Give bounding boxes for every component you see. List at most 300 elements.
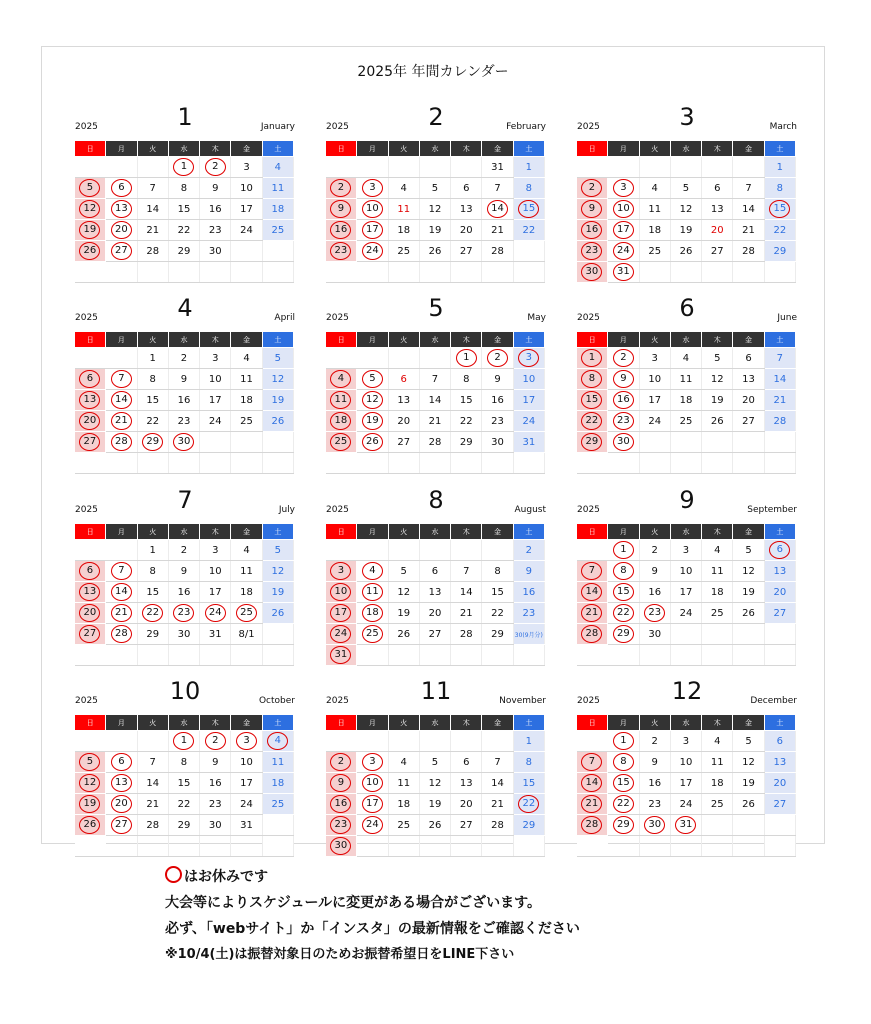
day-number: 2 (180, 352, 188, 364)
week-row (326, 157, 545, 178)
month-name: May (527, 313, 546, 323)
day-cell (577, 199, 608, 220)
day-number: 26 (710, 415, 724, 427)
day-number: 12 (679, 203, 693, 215)
day-cell (451, 624, 482, 645)
day-cell (451, 794, 482, 815)
day-cell (513, 773, 544, 794)
day-number: 19 (271, 586, 285, 598)
day-cell (733, 773, 764, 794)
week-row (577, 731, 796, 752)
day-number: 18 (397, 224, 411, 236)
day-cell (168, 645, 199, 666)
day-cell (168, 348, 199, 369)
day-cell (733, 836, 764, 857)
day-cell (608, 624, 639, 645)
day-number: 14 (146, 203, 160, 215)
day-number: 12 (742, 565, 755, 577)
day-cell (608, 262, 639, 283)
day-cell (137, 390, 168, 411)
day-number: 19 (428, 224, 442, 236)
day-cell (357, 752, 388, 773)
month-grid (74, 331, 294, 474)
day-cell (357, 220, 388, 241)
day-cell (231, 262, 262, 283)
holiday-day: 28 (581, 816, 602, 834)
holiday-day: 27 (111, 816, 132, 834)
holiday-day: 26 (79, 242, 100, 260)
day-cell (262, 348, 293, 369)
day-cell (513, 645, 544, 666)
day-cell (670, 411, 701, 432)
day-cell (168, 199, 199, 220)
day-cell (200, 731, 231, 752)
day-cell (200, 369, 231, 390)
weekday-header: 木 (451, 524, 482, 540)
weekday-header: 水 (168, 141, 199, 157)
day-cell (200, 178, 231, 199)
day-cell (764, 157, 795, 178)
day-cell (357, 624, 388, 645)
day-number: 16 (177, 394, 191, 406)
day-cell (168, 624, 199, 645)
day-number: 27 (397, 436, 411, 448)
day-cell (326, 603, 357, 624)
day-cell (106, 262, 137, 283)
weekday-header: 火 (639, 141, 670, 157)
day-number: 10 (208, 373, 222, 385)
day-number: 20 (459, 224, 473, 236)
holiday-day: 16 (613, 391, 634, 409)
day-number: 10 (240, 756, 253, 768)
holiday-day: 31 (330, 646, 351, 664)
day-cell (764, 241, 795, 262)
day-cell (451, 645, 482, 666)
month-block (325, 677, 547, 871)
day-cell (75, 624, 106, 645)
day-cell (702, 752, 733, 773)
day-cell (357, 432, 388, 453)
month-year: 2025 (326, 313, 349, 323)
day-cell (451, 178, 482, 199)
day-number: 7 (776, 352, 784, 364)
day-cell (231, 348, 262, 369)
month-name: December (750, 696, 797, 706)
weekday-header: 土 (764, 715, 795, 731)
day-number: 18 (710, 586, 724, 598)
day-cell (702, 624, 733, 645)
day-cell (200, 348, 231, 369)
day-cell (262, 773, 293, 794)
day-cell (513, 432, 544, 453)
day-cell (75, 540, 106, 561)
day-number: 3 (682, 735, 690, 747)
day-number: 13 (459, 777, 473, 789)
holiday-day: 14 (581, 583, 602, 601)
day-cell (357, 199, 388, 220)
day-cell (733, 348, 764, 369)
day-cell (639, 369, 670, 390)
day-number: 9 (525, 565, 533, 577)
week-row (326, 348, 545, 369)
holiday-day: 5 (79, 753, 100, 771)
day-cell (733, 262, 764, 283)
weekday-header: 火 (388, 715, 419, 731)
day-cell (513, 157, 544, 178)
day-number: 8 (776, 182, 784, 194)
holiday-day: 2 (487, 349, 508, 367)
week-row (577, 624, 796, 645)
day-cell (577, 561, 608, 582)
day-cell (357, 815, 388, 836)
day-number: 22 (177, 798, 191, 810)
day-number: 16 (491, 394, 504, 406)
day-number: 3 (212, 352, 219, 364)
day-number: 26 (397, 628, 411, 640)
week-row (577, 773, 796, 794)
day-cell (388, 836, 419, 857)
day-cell (513, 369, 544, 390)
day-cell (577, 241, 608, 262)
day-number: 21 (459, 607, 473, 619)
day-cell (608, 390, 639, 411)
day-number: 4 (682, 352, 690, 364)
day-cell (326, 540, 357, 561)
weekday-header: 日 (75, 715, 106, 731)
day-cell (168, 603, 199, 624)
week-row (326, 262, 545, 283)
day-cell (577, 731, 608, 752)
day-cell (608, 582, 639, 603)
day-number: 24 (648, 415, 662, 427)
holiday-day: 23 (330, 242, 351, 260)
day-cell (326, 411, 357, 432)
holiday-day: 2 (330, 179, 351, 197)
day-number: 15 (146, 586, 160, 598)
day-cell (764, 262, 795, 283)
day-number: 23 (491, 415, 504, 427)
day-cell (106, 645, 137, 666)
day-cell (419, 773, 450, 794)
day-cell (231, 369, 262, 390)
day-number: 21 (428, 415, 442, 427)
day-number: 18 (710, 777, 724, 789)
weekday-header: 火 (137, 141, 168, 157)
day-cell (513, 178, 544, 199)
day-cell (75, 178, 106, 199)
day-number: 21 (491, 798, 504, 810)
day-number: 27 (428, 628, 442, 640)
month-year: 2025 (326, 505, 349, 515)
day-cell (262, 815, 293, 836)
day-cell (670, 178, 701, 199)
week-row (75, 603, 294, 624)
day-number: 10 (208, 565, 222, 577)
weekday-header: 月 (608, 332, 639, 348)
weekday-header: 日 (326, 332, 357, 348)
day-number: 22 (459, 415, 473, 427)
day-cell (262, 752, 293, 773)
holiday-day: 10 (613, 200, 634, 218)
day-cell (419, 582, 450, 603)
day-cell (388, 199, 419, 220)
page-title: 2025年 年間カレンダー (357, 64, 509, 80)
day-number: 10 (679, 756, 693, 768)
holiday-day: 23 (581, 242, 602, 260)
day-cell (419, 645, 450, 666)
day-cell (513, 411, 544, 432)
day-cell (764, 794, 795, 815)
day-cell (451, 453, 482, 474)
day-number: 28 (428, 436, 442, 448)
day-number: 23 (208, 798, 222, 810)
holiday-day: 1 (613, 732, 634, 750)
day-cell (357, 794, 388, 815)
day-number: 11 (240, 565, 253, 577)
week-row (326, 453, 545, 474)
week-row (577, 348, 796, 369)
week-row (75, 220, 294, 241)
week-row (577, 752, 796, 773)
holiday-day: 13 (79, 583, 100, 601)
holiday-day: 12 (79, 774, 100, 792)
day-cell (733, 432, 764, 453)
month-number: 3 (679, 103, 695, 131)
note-line-3: ※10/4(土)は振替対象日のためお振替希望日をLINE下さい (165, 947, 515, 962)
day-cell (357, 390, 388, 411)
day-cell (733, 241, 764, 262)
day-cell (482, 582, 513, 603)
week-row (75, 432, 294, 453)
holiday-day: 23 (613, 412, 634, 430)
day-cell (168, 241, 199, 262)
day-cell (482, 773, 513, 794)
day-number: 15 (146, 394, 160, 406)
day-cell (106, 157, 137, 178)
day-cell (702, 178, 733, 199)
day-number: 17 (240, 203, 253, 215)
day-number: 24 (240, 224, 253, 236)
day-cell (200, 540, 231, 561)
day-cell (357, 773, 388, 794)
day-cell (231, 603, 262, 624)
day-cell (388, 241, 419, 262)
week-row (577, 178, 796, 199)
day-cell (670, 540, 701, 561)
day-cell (639, 453, 670, 474)
day-number: 11 (271, 182, 285, 194)
week-row (577, 836, 796, 857)
day-cell (513, 603, 544, 624)
day-number: 19 (271, 394, 285, 406)
weekday-header: 水 (168, 332, 199, 348)
day-number: 11 (397, 777, 411, 789)
day-cell (419, 540, 450, 561)
day-cell (482, 348, 513, 369)
day-cell (388, 390, 419, 411)
day-cell (670, 645, 701, 666)
holiday-day: 25 (330, 433, 351, 451)
day-cell (670, 624, 701, 645)
day-number: 22 (491, 607, 504, 619)
day-cell (326, 453, 357, 474)
day-cell (75, 773, 106, 794)
weekday-header: 木 (451, 141, 482, 157)
day-number: 4 (651, 182, 658, 194)
day-cell (106, 432, 137, 453)
holiday-day: 4 (330, 370, 351, 388)
holiday-day: 19 (79, 221, 100, 239)
day-cell (262, 561, 293, 582)
day-cell (262, 603, 293, 624)
day-cell (451, 157, 482, 178)
day-cell (419, 815, 450, 836)
day-cell (168, 794, 199, 815)
month-grid (576, 523, 796, 666)
holiday-day: 6 (79, 562, 100, 580)
day-cell (326, 199, 357, 220)
day-number: 31 (491, 161, 504, 173)
day-number: 30 (648, 628, 662, 640)
day-cell (168, 369, 199, 390)
day-cell (513, 453, 544, 474)
day-number: 12 (742, 756, 755, 768)
holiday-day: 1 (173, 158, 194, 176)
week-row (75, 390, 294, 411)
holiday-day: 29 (613, 625, 634, 643)
day-cell (106, 752, 137, 773)
day-number: 7 (494, 182, 501, 194)
day-cell (200, 815, 231, 836)
day-cell (577, 157, 608, 178)
day-cell (702, 561, 733, 582)
day-cell (388, 561, 419, 582)
day-cell (608, 369, 639, 390)
day-cell (639, 540, 670, 561)
week-row (326, 540, 545, 561)
day-cell (200, 220, 231, 241)
day-cell (670, 157, 701, 178)
day-cell (137, 411, 168, 432)
day-number: 3 (243, 161, 250, 173)
day-cell (764, 411, 795, 432)
month-block (325, 294, 547, 488)
day-cell (733, 199, 764, 220)
day-number: 19 (710, 394, 724, 406)
day-cell (608, 645, 639, 666)
day-number: 19 (428, 798, 442, 810)
holiday-day: 2 (330, 753, 351, 771)
day-cell (262, 390, 293, 411)
month-year: 2025 (577, 696, 600, 706)
day-cell (168, 815, 199, 836)
day-cell (388, 731, 419, 752)
month-year: 2025 (75, 696, 98, 706)
day-number: 8/1 (238, 628, 255, 640)
note-line-2: 必ず、「webサイト」か「インスタ」の最新情報をご確認ください (165, 921, 580, 937)
day-number: 19 (742, 777, 755, 789)
note-line-1: 大会等によりスケジュールに変更がある場合がございます。 (165, 895, 542, 911)
week-row (326, 773, 545, 794)
day-cell (670, 220, 701, 241)
day-cell (733, 582, 764, 603)
day-number: 29 (459, 436, 473, 448)
day-cell (764, 731, 795, 752)
month-number: 7 (177, 486, 193, 514)
day-number: 13 (773, 756, 787, 768)
day-number: 17 (648, 394, 662, 406)
week-row (577, 411, 796, 432)
day-cell (702, 731, 733, 752)
holiday-day: 6 (111, 179, 132, 197)
weekday-header: 金 (482, 141, 513, 157)
day-cell (137, 794, 168, 815)
day-cell (482, 794, 513, 815)
day-cell (419, 561, 450, 582)
month-year: 2025 (577, 122, 600, 132)
month-name: November (499, 696, 546, 706)
month-name: October (258, 696, 295, 706)
weekday-header: 金 (231, 715, 262, 731)
day-cell (764, 752, 795, 773)
day-cell (639, 752, 670, 773)
weekday-header: 土 (262, 715, 293, 731)
day-cell (106, 794, 137, 815)
day-cell (75, 836, 106, 857)
day-cell (639, 241, 670, 262)
day-number: 9 (180, 373, 188, 385)
week-row (577, 582, 796, 603)
day-number: 17 (208, 394, 222, 406)
day-cell (231, 624, 262, 645)
day-cell (262, 731, 293, 752)
day-cell (608, 432, 639, 453)
weekday-header: 金 (231, 141, 262, 157)
day-number: 25 (679, 415, 693, 427)
day-cell (388, 773, 419, 794)
day-cell (482, 262, 513, 283)
day-number: 28 (491, 819, 504, 831)
day-cell (137, 220, 168, 241)
day-cell (702, 773, 733, 794)
month-year: 2025 (577, 505, 600, 515)
day-number: 8 (180, 756, 188, 768)
day-number: 3 (212, 544, 219, 556)
week-row (326, 815, 545, 836)
day-cell (357, 178, 388, 199)
day-cell (733, 411, 764, 432)
day-number: 18 (240, 586, 253, 598)
day-number: 24 (240, 798, 253, 810)
weekday-header: 土 (513, 141, 544, 157)
day-number: 3 (682, 544, 690, 556)
day-cell (388, 645, 419, 666)
day-cell (482, 815, 513, 836)
day-number: 15 (522, 777, 536, 789)
weekday-header: 日 (75, 524, 106, 540)
holiday-day: 18 (330, 412, 351, 430)
day-cell (451, 752, 482, 773)
day-cell (513, 561, 544, 582)
day-cell (200, 241, 231, 262)
week-row (326, 603, 545, 624)
day-cell (639, 390, 670, 411)
day-cell (137, 241, 168, 262)
day-cell (200, 603, 231, 624)
day-number: 27 (742, 415, 755, 427)
day-cell (200, 752, 231, 773)
day-cell (482, 836, 513, 857)
